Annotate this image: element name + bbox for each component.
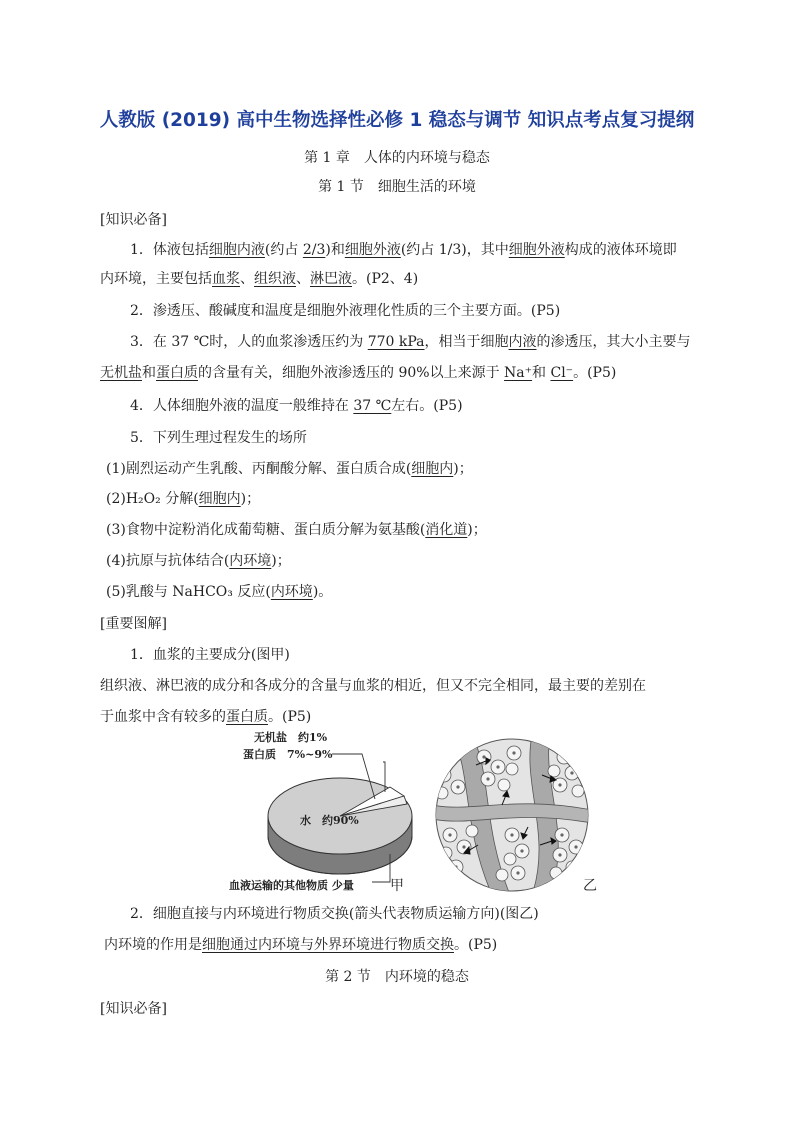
underlined-answer: Na⁺ bbox=[504, 365, 533, 381]
underlined-answer: 内环境 bbox=[270, 584, 313, 600]
text-line bbox=[100, 268, 418, 288]
text-segment: (4)抗原与抗体结合( bbox=[106, 553, 230, 569]
text-line bbox=[100, 209, 167, 229]
underlined-answer: 2/3 bbox=[302, 242, 326, 258]
text-segment: (5)乳酸与 NaHCO₃ 反应( bbox=[106, 584, 271, 600]
text-segment: (2)H₂O₂ 分解( bbox=[106, 491, 199, 507]
section-heading-2: 第 2 节 内环境的稳态 bbox=[325, 969, 469, 985]
text-segment: 1．体液包括 bbox=[130, 242, 209, 258]
text-line bbox=[130, 331, 691, 351]
text-segment: )和 bbox=[325, 242, 345, 258]
text-segment: 的含量有关，细胞外液渗透压的 90%以上来源于 bbox=[198, 365, 505, 381]
text-segment: 2．渗透压、酸碱度和温度是细胞外液理化性质的三个主要方面。(P5) bbox=[130, 303, 561, 319]
text-line bbox=[130, 395, 463, 415]
text-line bbox=[130, 644, 290, 664]
underlined-answer: 内环境 bbox=[229, 553, 272, 569]
text-line bbox=[106, 488, 260, 508]
text-line bbox=[106, 550, 291, 570]
text-segment: )； bbox=[240, 491, 261, 507]
underlined-answer: 细胞内 bbox=[198, 491, 241, 507]
text-segment: [重要图解] bbox=[100, 616, 167, 632]
text-line bbox=[100, 613, 167, 633]
underlined-answer: 细胞内液 bbox=[208, 242, 265, 258]
section-heading-1: 第 1 节 细胞生活的环境 bbox=[318, 179, 476, 195]
text-segment: )； bbox=[453, 461, 473, 477]
text-segment: 内环境，主要包括 bbox=[100, 271, 212, 287]
text-line bbox=[100, 362, 616, 382]
text-segment: 于血浆中含有较多的 bbox=[100, 709, 226, 725]
text-line bbox=[130, 427, 307, 447]
underlined-answer: 血浆 bbox=[212, 271, 240, 287]
underlined-answer: 内液 bbox=[508, 334, 537, 350]
text-segment: (1)剧烈运动产生乳酸、丙酮酸分解、蛋白质合成( bbox=[106, 461, 412, 477]
underlined-answer: 组织液 bbox=[254, 271, 296, 287]
underlined-answer: 细胞外液 bbox=[344, 242, 401, 258]
text-segment: 内环境的作用是 bbox=[104, 937, 202, 953]
text-segment: 、 bbox=[296, 271, 310, 287]
text-segment: 。(P2、4) bbox=[352, 271, 419, 287]
text-line bbox=[106, 581, 332, 601]
figure-label-jia: 甲 bbox=[390, 878, 404, 894]
text-line bbox=[100, 675, 646, 695]
underlined-answer: 770 kPa bbox=[367, 334, 425, 350]
text-line bbox=[130, 239, 677, 259]
text-segment: 3．在 37 ℃时，人的血浆渗透压约为 bbox=[130, 334, 368, 350]
text-segment: 和 bbox=[532, 365, 551, 381]
text-segment: 的渗透压，其大小主要与 bbox=[536, 334, 691, 350]
label-protein: 蛋白质 7%~9% bbox=[243, 748, 333, 761]
underlined-answer: 37 ℃ bbox=[353, 398, 392, 414]
text-segment: )； bbox=[467, 522, 487, 538]
text-segment: 和 bbox=[142, 365, 156, 381]
text-line bbox=[130, 300, 560, 320]
text-segment: (约占 1/3)，其中 bbox=[400, 242, 509, 258]
underlined-answer: 无机盐 bbox=[100, 365, 142, 381]
text-segment: 构成的液体环境即 bbox=[564, 242, 677, 258]
text-segment: 2．细胞直接与内环境进行物质交换(箭头代表物质运输方向)(图乙) bbox=[130, 906, 539, 922]
text-segment: 。(P5) bbox=[573, 365, 617, 381]
text-line bbox=[130, 903, 539, 923]
label-other: 血液运输的其他物质 少量 bbox=[229, 879, 354, 892]
text-segment: 。(P5) bbox=[268, 709, 312, 725]
label-water: 水 约90% bbox=[300, 814, 359, 827]
figure-label-yi: 乙 bbox=[583, 878, 597, 894]
text-segment: 1．血浆的主要成分(图甲) bbox=[130, 647, 290, 663]
label-salt: 无机盐 约1% bbox=[254, 731, 328, 744]
text-segment: 、 bbox=[240, 271, 254, 287]
text-segment: 。(P5) bbox=[454, 937, 498, 953]
text-segment: 组织液、淋巴液的成分和各成分的含量与血浆的相近，但又不完全相同，最主要的差别在 bbox=[100, 678, 646, 694]
text-segment: (约占 bbox=[264, 242, 303, 258]
tissue-exchange-diagram bbox=[432, 735, 592, 895]
text-line bbox=[104, 934, 497, 954]
text-segment: (3)食物中淀粉消化成葡萄糖、蛋白质分解为氨基酸( bbox=[106, 522, 426, 538]
chapter-heading: 第 1 章 人体的内环境与稳态 bbox=[304, 150, 490, 166]
text-segment: [知识必备] bbox=[100, 212, 167, 228]
underlined-answer: 消化道 bbox=[425, 522, 468, 538]
text-segment: [知识必备] bbox=[100, 1001, 167, 1017]
text-segment: )。 bbox=[312, 584, 333, 600]
text-segment: ，相当于细胞 bbox=[424, 334, 509, 350]
text-line bbox=[100, 706, 311, 726]
document-title: 人教版 (2019) 高中生物选择性必修 1 稳态与调节 知识点考点复习提纲 bbox=[99, 110, 695, 131]
text-segment: 左右。(P5) bbox=[391, 398, 463, 414]
underlined-answer: 蛋白质 bbox=[226, 709, 268, 725]
text-line bbox=[106, 458, 473, 478]
underlined-answer: 细胞内 bbox=[411, 461, 454, 477]
underlined-answer: 淋巴液 bbox=[310, 271, 352, 287]
underlined-answer: 蛋白质 bbox=[156, 365, 198, 381]
text-segment: 4．人体细胞外液的温度一般维持在 bbox=[130, 398, 354, 414]
text-line bbox=[106, 519, 487, 539]
text-segment: )； bbox=[271, 553, 291, 569]
underlined-answer: Cl⁻ bbox=[550, 365, 574, 381]
underlined-answer: 细胞通过内环境与外界环境进行物质交换 bbox=[202, 937, 454, 953]
underlined-answer: 细胞外液 bbox=[508, 242, 565, 258]
text-line bbox=[100, 998, 167, 1018]
text-segment: 5．下列生理过程发生的场所 bbox=[130, 430, 307, 446]
